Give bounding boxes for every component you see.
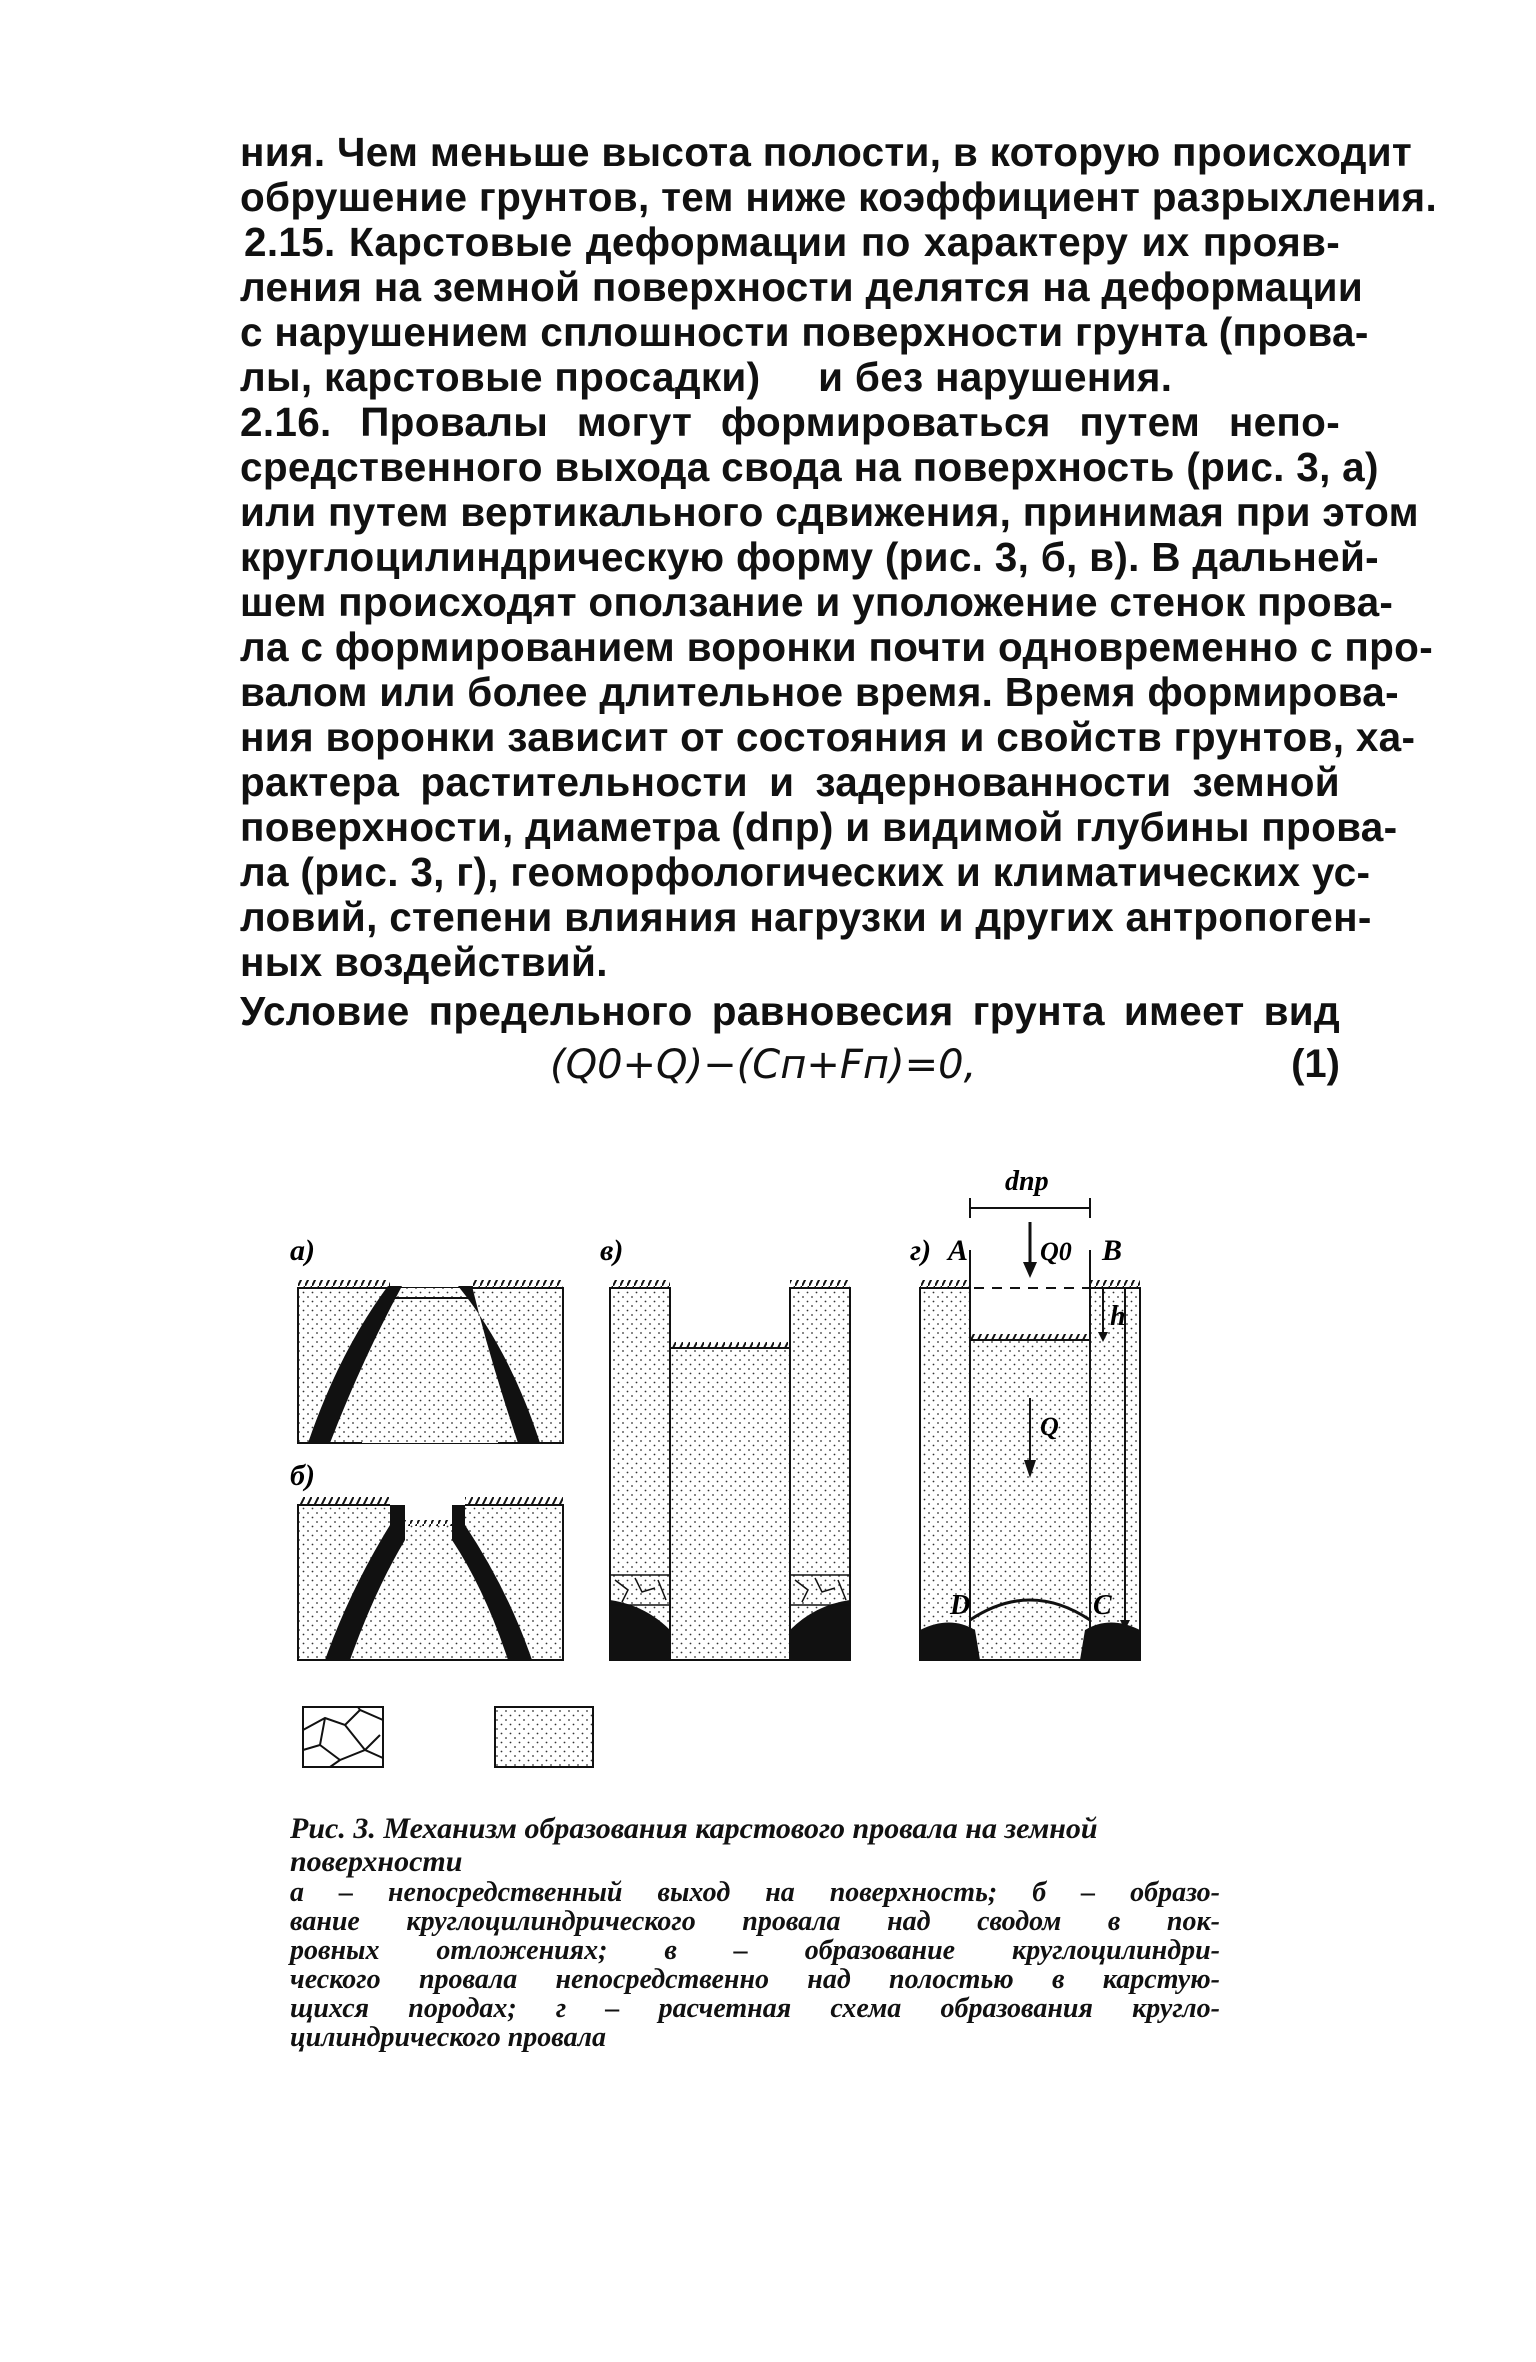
text-line: или путем вертикального сдвижения, принимая при этом [240, 489, 1419, 535]
label-D: D [950, 1590, 971, 1621]
caption-line: ровных отложениях; в – образование круглоцилиндри- [290, 1935, 1220, 1966]
label-B: B [1102, 1234, 1123, 1267]
label-g: г) [910, 1234, 932, 1267]
panel-a [298, 1280, 563, 1443]
text-line: ловий, степени влияния нагрузки и других антропоген- [240, 894, 1372, 940]
text-line: круглоцилиндрическую форму (рис. 3, б, в). В дальней- [240, 534, 1379, 580]
caption-line: вание круглоцилиндрического провала над сводом в пок- [290, 1906, 1220, 1937]
body-text [240, 129, 1438, 1092]
text-line: 2.15. Карстовые деформации по характеру их прояв- [244, 219, 1340, 265]
text-line: ных воздействий. [240, 939, 608, 985]
text-line: ния. Чем меньше высота полости, в которую происходит [240, 129, 1413, 175]
legend [303, 1707, 593, 1767]
text-line: Условие предельного равновесия грунта имеет вид [240, 988, 1340, 1034]
equation: (Q0+Q)−(Cп+Fп)=0, [550, 1042, 977, 1088]
label-dpr: dпр [1005, 1166, 1049, 1197]
caption-title: Рис. 3. Механизм образования карстового провала на земной поверхности [290, 1812, 1098, 1878]
text-line: 2.16. Провалы могут формироваться путем непо- [240, 399, 1340, 445]
label-A: A [948, 1234, 969, 1267]
label-b: б) [290, 1459, 315, 1492]
text-line: поверхности, диаметра (dпр) и видимой глубины прова- [240, 804, 1398, 850]
label-Q0: Q0 [1040, 1237, 1072, 1266]
legend-sand-swatch [495, 1707, 593, 1767]
figure-3 [270, 1160, 1210, 1790]
label-v: в) [600, 1234, 624, 1267]
caption-line: цилиндрического провала [290, 2022, 606, 2053]
caption-line: ческого провала непосредственно над полостью в карстую- [290, 1964, 1220, 1995]
text-line: рактера растительности и задернованности земной [240, 759, 1340, 805]
text-line: обрушение грунтов, тем ниже коэффициент разрыхления. [240, 174, 1438, 220]
text-line: ла с формированием воронки почти одновременно с про- [240, 624, 1434, 670]
text-line: ния воронки зависит от состояния и свойств грунтов, ха- [240, 714, 1416, 760]
text-line: ла (рис. 3, г), геоморфологических и климатических ус- [240, 849, 1371, 895]
equation-number: (1) [1291, 1042, 1340, 1086]
text-line: валом или более длительное время. Время формирова- [240, 669, 1399, 715]
panel-v [610, 1280, 850, 1660]
text-line: с нарушением сплошности поверхности грунта (прова- [240, 309, 1369, 355]
label-C: C [1093, 1590, 1112, 1621]
label-h: h [1110, 1301, 1126, 1332]
text-line: шем происходят оползание и уположение стенок прова- [240, 579, 1394, 625]
caption-line: щихся породах; г – расчетная схема образования кругло- [290, 1993, 1220, 2024]
figure-caption [290, 1812, 1220, 2052]
panel-b [298, 1495, 563, 1660]
text-line: ления на земной поверхности делятся на деформации [240, 264, 1364, 310]
text-line: лы, карстовые просадки) и без нарушения. [240, 354, 1173, 400]
equation-row [240, 1034, 1340, 1092]
text-line: средственного выхода свода на поверхность (рис. 3, а) [240, 444, 1379, 490]
label-a: а) [290, 1234, 315, 1267]
label-Q: Q [1040, 1412, 1059, 1441]
caption-line: а – непосредственный выход на поверхность; б – образо- [290, 1877, 1220, 1908]
